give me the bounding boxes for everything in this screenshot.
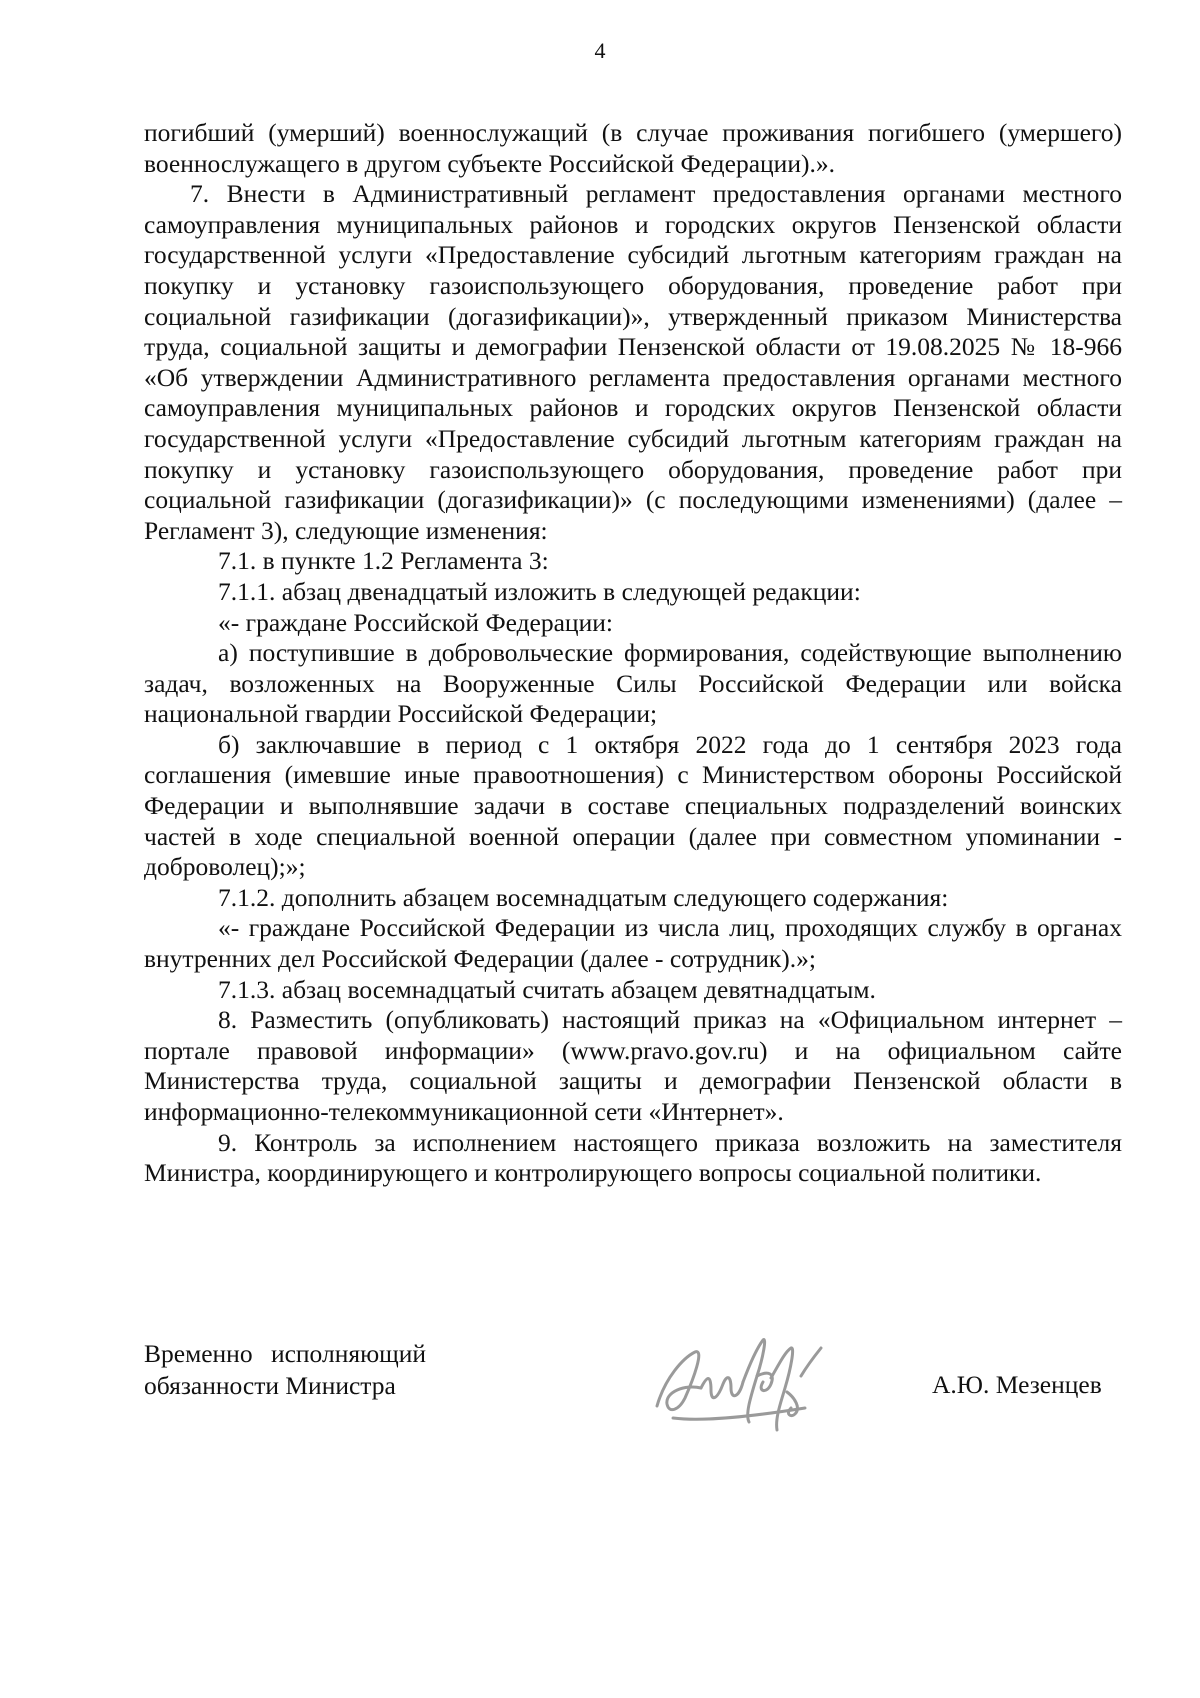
signer-name: А.Ю. Мезенцев	[932, 1370, 1102, 1399]
handwritten-signature	[645, 1318, 835, 1448]
signatory-position	[144, 1338, 426, 1402]
page-number: 4	[594, 38, 606, 63]
paragraph-subitem-b: б) заключавшие в период с 1 октября 2022 года до 1 сентября 2023 года соглашения (имевшие иные правоотношения) с Министерством обороны Российской Федерации и выполнявшие задачи в составе специальных подразделений воинских частей в ходе специальной военной операции (далее при совместном упоминании - доброволец);»;	[144, 729, 1122, 882]
paragraph-item-7-1-2: 7.1.2. дополнить абзацем восемнадцатым следующего содержания:	[218, 882, 949, 912]
paragraph-item-8: 8. Разместить (опубликовать) настоящий приказ на «Официальном интернет – портале правовой информации» (www.pravo.gov.ru) и на официальном сайте Министерства труда, социальной защиты и демографии Пензенской области в информационно-телекоммуникационной сети «Интернет».	[144, 1005, 1122, 1126]
position-line-1: Временно исполняющий	[144, 1339, 427, 1368]
paragraph-item-7-1: 7.1. в пункте 1.2 Регламента 3:	[218, 546, 549, 576]
paragraph-continuation: погибший (умерший) военнослужащий (в случае проживания погибшего (умершего) военнослужащего в другом субъекте Российской Федерации).».	[144, 118, 1122, 178]
paragraph-item-7: 7. Внести в Административный регламент предоставления органами местного самоуправления муниципальных районов и городских округов Пензенской области государственной услуги «Предоставление субсидий льготным категориям граждан на покупку и установку газоиспользующего оборудования, проведение работ при социальной газификации (догазификации)», утвержденный приказом Министерства труда, социальной защиты и демографии Пензенской области от 19.08.2025 № 18-966 «Об утверждении Административного регламента предоставления органами местного самоуправления муниципальных районов и городских округов Пензенской области государственной услуги «Предоставление субсидий льготным категориям граждан на покупку и установку газоиспользующего оборудования, проведение работ при социальной газификации (догазификации)» (с последующими изменениями) (далее – Регламент 3), следующие изменения:	[144, 179, 1122, 545]
paragraph-quote-citizens: «- граждане Российской Федерации:	[218, 607, 613, 637]
position-line-2: обязанности Министра	[144, 1371, 396, 1400]
paragraph-quote-police: «- граждане Российской Федерации из числа лиц, проходящих службу в органах внутренних дел Российской Федерации (далее - сотрудник).»;	[144, 913, 1122, 974]
paragraph-item-7-1-1: 7.1.1. абзац двенадцатый изложить в следующей редакции:	[218, 576, 861, 606]
document-body	[144, 118, 1122, 1189]
paragraph-subitem-a: а) поступившие в добровольческие формирования, содействующие выполнению задач, возложенных на Вооруженные Силы Российской Федерации или войска национальной гвардии Российской Федерации;	[144, 638, 1122, 729]
paragraph-item-9: 9. Контроль за исполнением настоящего приказа возложить на заместителя Министра, координирующего и контролирующего вопросы социальной политики.	[144, 1127, 1122, 1188]
paragraph-item-7-1-3: 7.1.3. абзац восемнадцатый считать абзацем девятнадцатым.	[218, 974, 876, 1004]
